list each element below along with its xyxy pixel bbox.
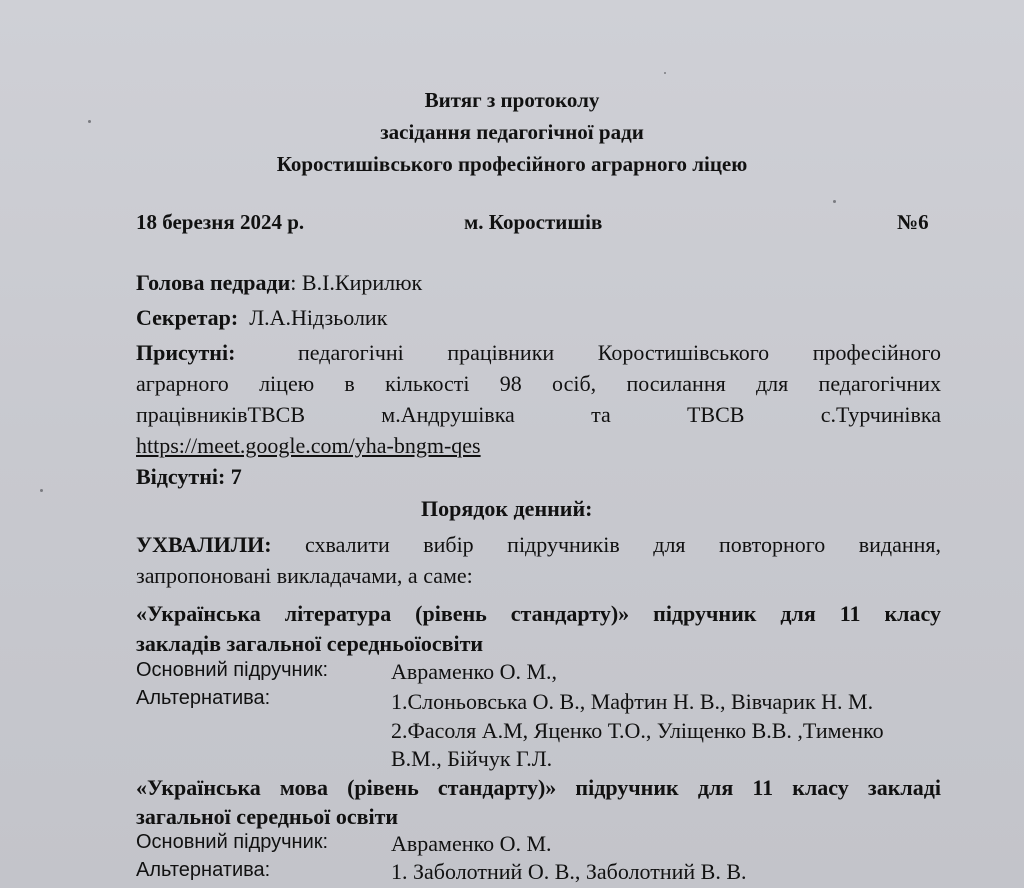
book2-title-line-1: «Українська мова (рівень стандарту)» підручник для 11 класу закладі (136, 775, 941, 800)
present-line-3: працівниківТВСВ м.Андрушівка та ТВСВ с.Турчинівка (136, 402, 941, 427)
book1-main-label: Основний підручник: (136, 659, 329, 681)
book2-title-line-2: загальної середньої освіти (136, 804, 399, 829)
resolved-line-2: запропоновані викладачами, а саме: (136, 563, 473, 588)
present-label: Присутні: (136, 340, 236, 365)
book2-alt-label: Альтернатива: (136, 859, 271, 881)
head-value: : В.І.Кирилюк (290, 270, 423, 295)
secretary-row (136, 305, 387, 331)
agenda-title: Порядок денний: (421, 496, 593, 521)
book2-main-label: Основний підручник: (136, 831, 329, 853)
head-row (136, 270, 422, 296)
secretary-label: Секретар: (136, 305, 239, 330)
protocol-number: №6 (897, 210, 929, 234)
present-line-2: аграрного ліцею в кількості 98 осіб, посилання для педагогічних (136, 371, 941, 396)
protocol-city: м. Коростишів (464, 210, 603, 234)
book1-title-line-1: «Українська література (рівень стандарту)» підручник для 11 класу (136, 601, 941, 626)
book1-alt-2-line-2: В.М., Бійчук Г.Л. (391, 746, 553, 771)
head-label: Голова педради (136, 270, 291, 295)
book1-alt-label: Альтернатива: (136, 687, 271, 709)
book1-main-value: Авраменко О. М., (391, 659, 558, 684)
book1-alt-2-line-1: 2.Фасоля А.М, Яценко Т.О., Уліщенко В.В. ,Тименко (391, 718, 884, 743)
secretary-value: Л.А.Нідзьолик (249, 305, 388, 330)
book1-alt-1: 1.Слоньовська О. В., Мафтин Н. В., Вівчарик Н. М. (391, 689, 874, 714)
scan-speck (833, 200, 836, 203)
absent-label: Відсутні: 7 (136, 464, 242, 489)
header-line-1: Витяг з протоколу (424, 88, 600, 112)
book2-alt-1: 1. Заболотний О. В., Заболотний В. В. (391, 859, 747, 884)
scan-speck (664, 72, 666, 74)
protocol-date: 18 березня 2024 р. (136, 210, 305, 234)
resolved-text-1: схвалити вибір підручників для повторного видання, (305, 532, 941, 557)
book1-title-line-2: закладів загальної середньоїосвіти (136, 631, 484, 656)
scan-speck (40, 489, 43, 492)
resolved-line-1 (136, 532, 941, 558)
book2-main-value: Авраменко О. М. (391, 831, 552, 856)
header-line-2: засідання педагогічної ради (380, 120, 644, 144)
header-line-3: Коростишівського професійного аграрного ліцею (276, 152, 748, 176)
present-line-1: педагогічні працівники Коростишівського професійного (298, 340, 941, 365)
meet-link[interactable]: https://meet.google.com/yha-bngm-qes (136, 433, 481, 458)
resolved-label: УХВАЛИЛИ: (136, 532, 272, 557)
